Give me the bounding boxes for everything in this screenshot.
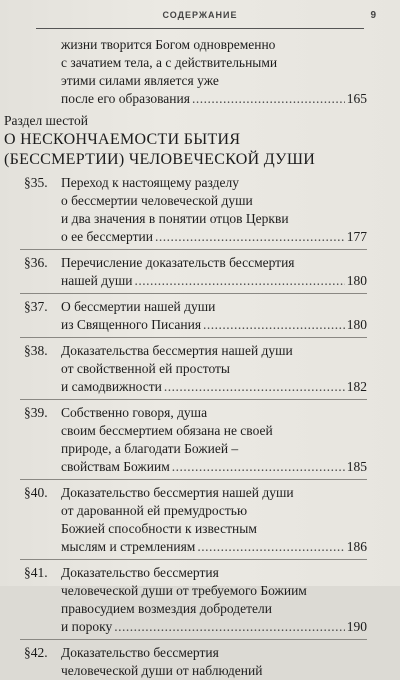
toc-line-text: из Священного Писания [61,317,202,332]
entry-divider [20,559,367,560]
toc-line [0,54,400,72]
toc-line-text: Доказательство бессмертия [61,565,219,580]
toc-page-number: 180 [346,317,367,332]
table-of-contents [0,36,400,680]
toc-line [0,316,400,334]
toc-page-number: 182 [346,379,367,394]
toc-page-number: 190 [346,619,367,634]
intro-entry [0,36,400,108]
toc-line-text: после его образования [61,91,190,106]
toc-line-text: Собственно говоря, душа [61,405,208,420]
toc-line [0,600,400,618]
section-title-line-1: О НЕСКОНЧАЕМОСТИ БЫТИЯ [4,131,241,148]
toc-line-text: Переход к настоящему разделу [61,175,239,190]
toc-line [0,662,400,680]
section-title-line-2: (БЕССМЕРТИИ) ЧЕЛОВЕЧЕСКОЙ ДУШИ [4,151,316,168]
section-number: §42. [24,645,48,660]
toc-line-text: Божией способности к известным [61,521,257,536]
toc-entry[interactable] [0,564,400,640]
section-number: §37. [24,299,48,314]
toc-page-number: 165 [346,91,367,106]
toc-line [0,192,400,210]
header-title: СОДЕРЖАНИЕ [162,10,238,20]
section-number: §36. [24,255,48,270]
toc-line-text: жизни творится Богом одновременно [61,37,276,52]
toc-line [0,254,400,272]
toc-line-text: от дарованной ей премудростью [61,503,248,518]
toc-leader-line [61,228,367,246]
toc-line-text: Доказательство бессмертия нашей души [61,485,294,500]
toc-line-text: человеческой души от требуемого Божиим [61,583,307,598]
toc-line [0,484,400,502]
dot-leader [134,272,344,290]
toc-line [0,422,400,440]
toc-page-number: 186 [346,539,367,554]
toc-line [0,502,400,520]
toc-line [0,272,400,290]
toc-line-text: правосудием возмездия добродетели [61,601,273,616]
toc-line [0,404,400,422]
toc-page-number: 185 [346,459,367,474]
toc-leader-line [61,378,367,396]
toc-line-text: Перечисление доказательств бессмертия [61,255,295,270]
section-number: §35. [24,175,48,190]
entry-divider [20,337,367,338]
toc-entry[interactable] [0,254,400,294]
toc-line [0,458,400,476]
toc-line [0,618,400,636]
toc-line-text: от свойственной ей простоты [61,361,230,376]
entry-divider [20,399,367,400]
toc-line-text: Доказательства бессмертия нашей души [61,343,293,358]
page-number: 9 [370,10,376,21]
toc-line [0,538,400,556]
toc-line-text: и два значения в понятии отцов Церкви [61,211,289,226]
dot-leader [192,90,345,108]
dot-leader [164,378,345,396]
toc-line-text: с зачатием тела, а с действительными [61,55,278,70]
running-header [0,10,400,28]
toc-line [0,360,400,378]
toc-leader-line [61,90,367,108]
toc-leader-line [61,272,367,290]
toc-line-text: Доказательство бессмертия [61,645,219,660]
toc-entry[interactable] [0,404,400,480]
toc-leader-line [61,618,367,636]
toc-leader-line [61,316,367,334]
toc-entry[interactable] [0,342,400,400]
toc-entry[interactable] [0,644,400,680]
toc-line [0,520,400,538]
dot-leader [203,316,345,334]
toc-line-text: и пороку [61,619,113,634]
toc-line [0,174,400,192]
section-number: §40. [24,485,48,500]
toc-line-text: О бессмертии нашей души [61,299,216,314]
toc-line-text: природе, а благодати Божией – [61,441,239,456]
toc-line [0,36,400,54]
toc-line [0,564,400,582]
toc-line-text: свойствам Божиим [61,459,170,474]
toc-line-text: своим бессмертием обязана не своей [61,423,273,438]
toc-page-number: 180 [346,273,367,288]
toc-entry[interactable] [0,484,400,560]
entry-divider [20,293,367,294]
toc-line-text: о бессмертии человеческой души [61,193,253,208]
entry-divider [20,639,367,640]
toc-leader-line [61,538,367,556]
section-number: §38. [24,343,48,358]
section-number: §41. [24,565,48,580]
toc-line [0,210,400,228]
toc-line-text: этими силами является уже [61,73,219,88]
dot-leader [114,618,345,636]
toc-line [0,582,400,600]
toc-page-number: 177 [346,229,367,244]
dot-leader [172,458,345,476]
toc-entry[interactable] [0,174,400,250]
toc-line [0,342,400,360]
section-number: §39. [24,405,48,420]
toc-line [0,228,400,246]
toc-line [0,440,400,458]
dot-leader [197,538,344,556]
toc-line [0,378,400,396]
toc-line-text: человеческой души от наблюдений [61,663,263,678]
header-rule [36,28,364,29]
entry-divider [20,249,367,250]
toc-line-text: и самодвижности [61,379,162,394]
toc-line [0,72,400,90]
dot-leader [155,228,345,246]
toc-entry[interactable] [0,298,400,338]
toc-line-text: нашей души [61,273,133,288]
toc-line [0,90,400,108]
toc-entries [0,174,400,680]
section-label: Раздел шестой [4,113,88,128]
toc-line-text: мыслям и стремлениям [61,539,196,554]
toc-line [0,298,400,316]
entry-divider [20,479,367,480]
toc-line [0,644,400,662]
toc-line-text: о ее бессмертии [61,229,153,244]
toc-leader-line [61,458,367,476]
